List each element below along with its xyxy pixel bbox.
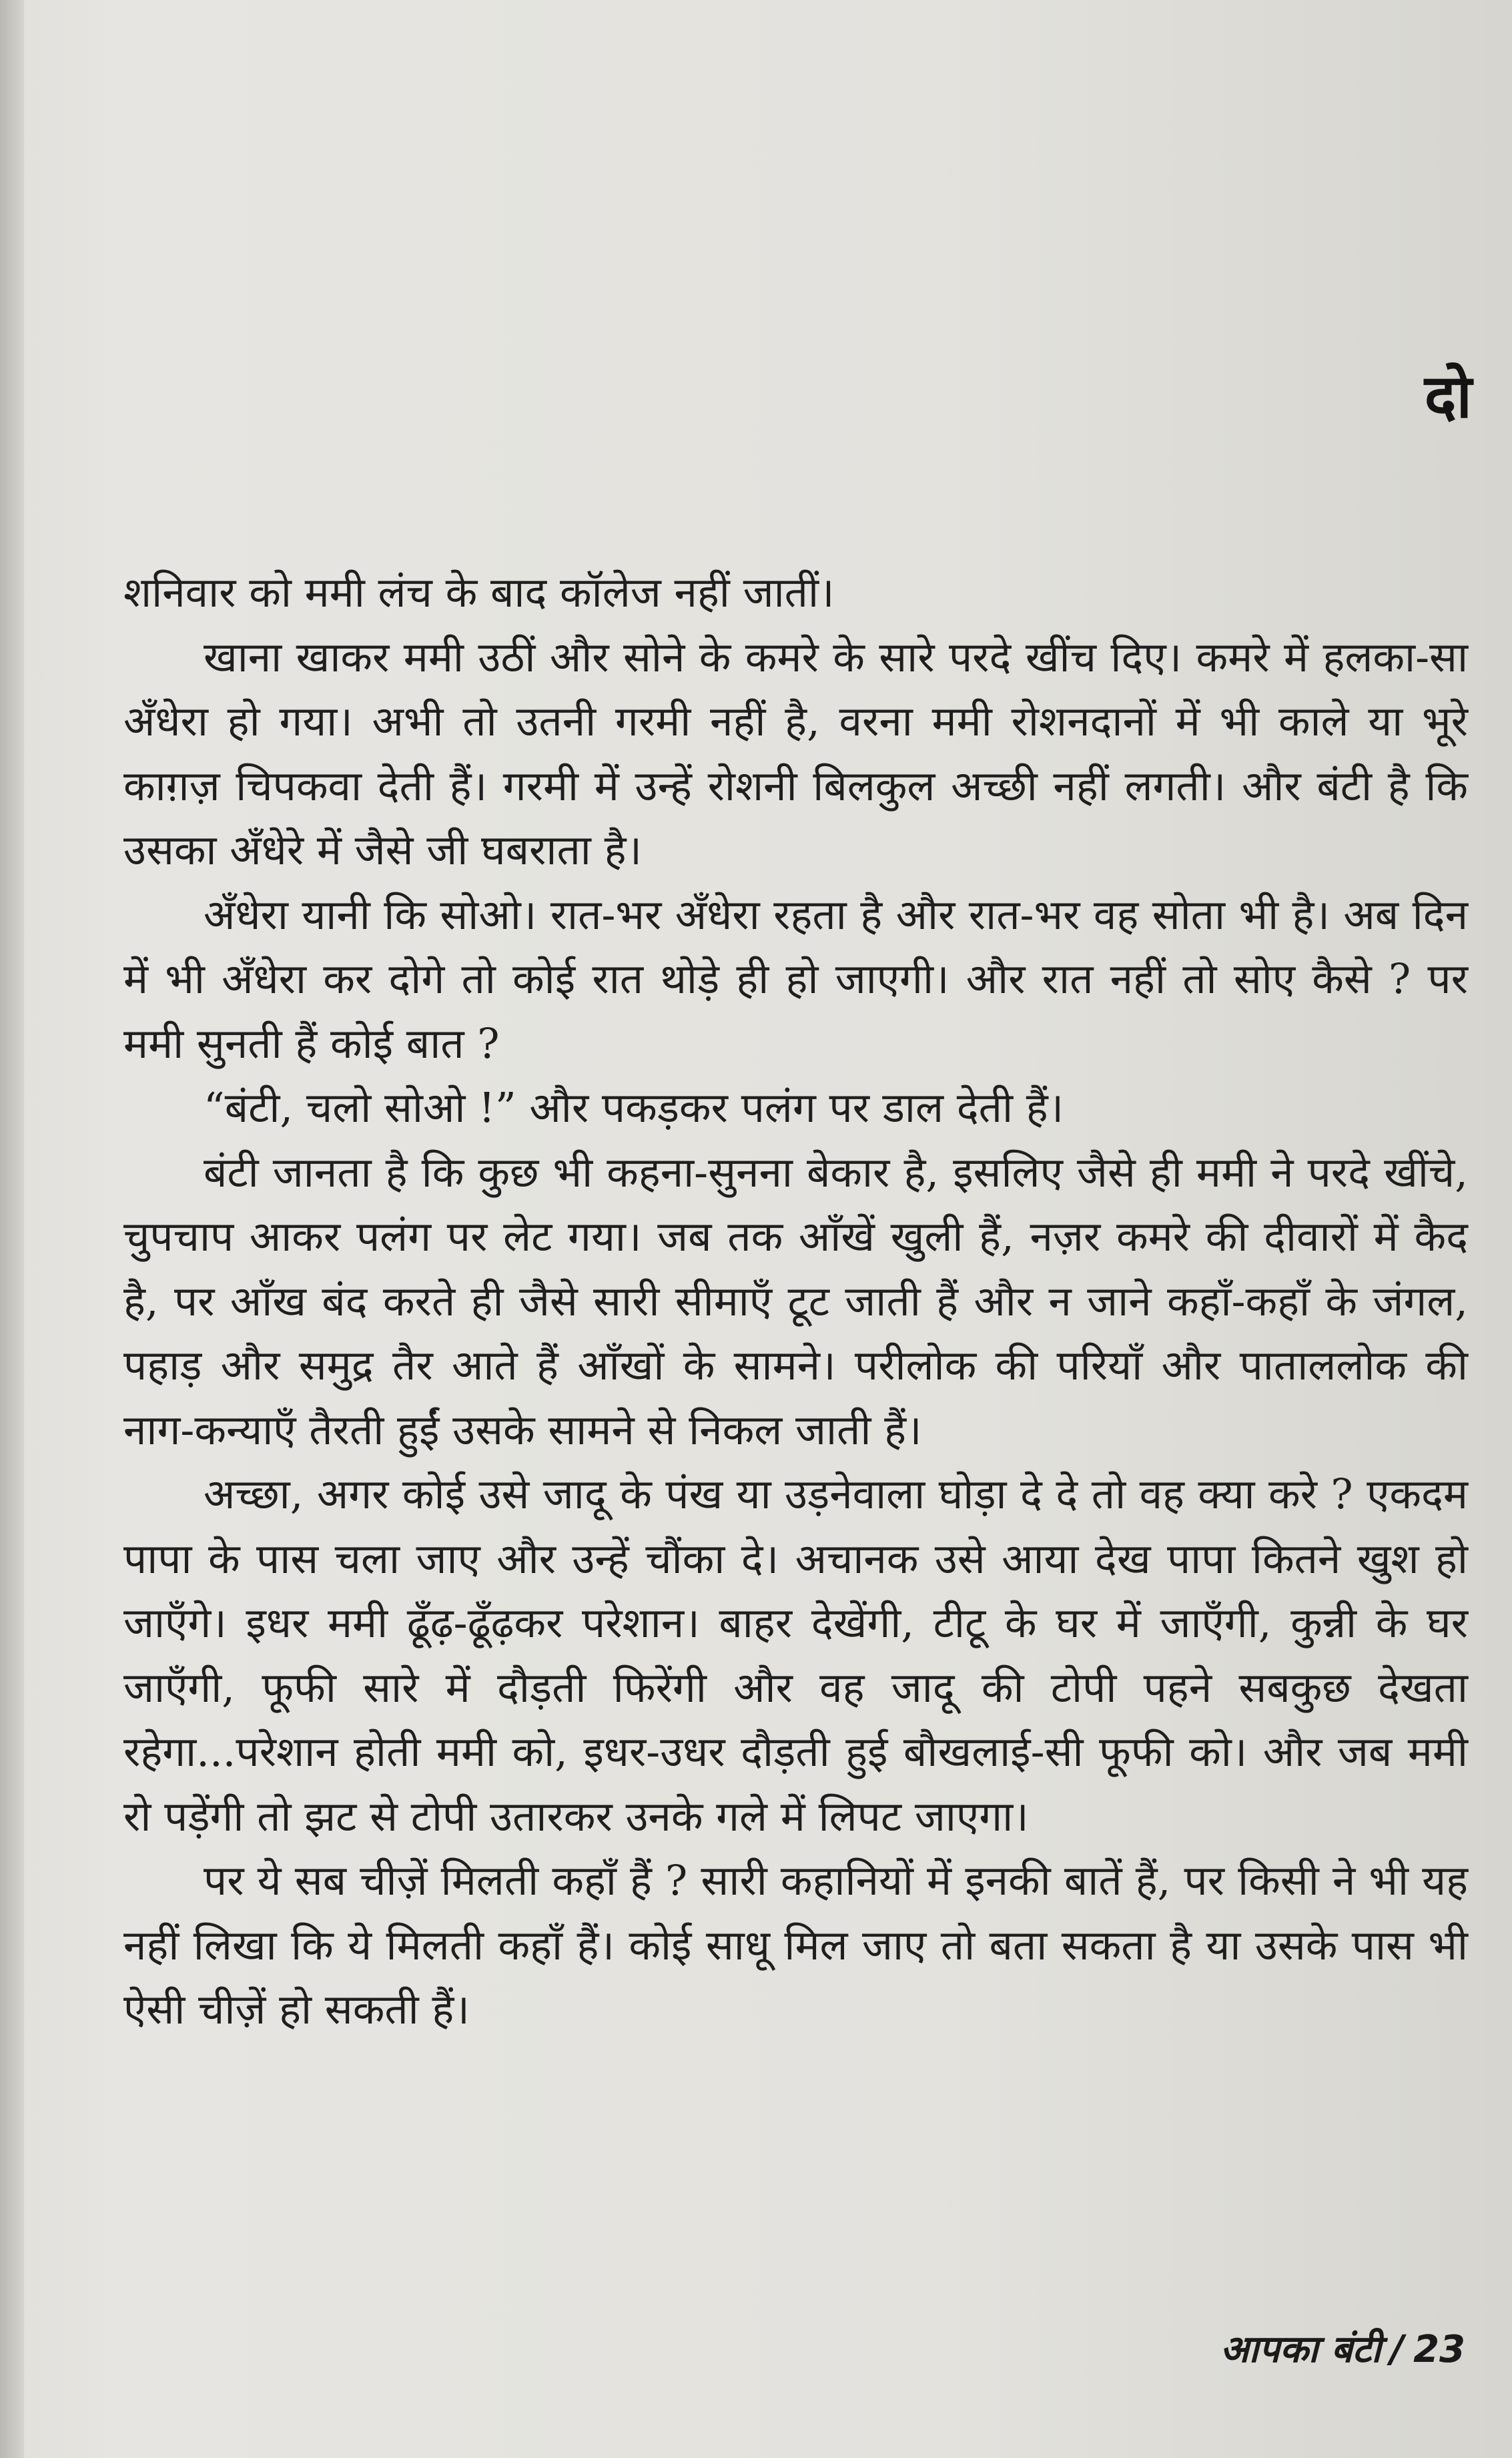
- book-spine-shadow: [0, 0, 24, 2458]
- footer-separator: /: [1390, 2328, 1405, 2371]
- paragraph: “बंटी, चलो सोओ !” और पकड़कर पलंग पर डाल देती हैं।: [204, 1083, 1064, 1132]
- paragraph: शनिवार को ममी लंच के बाद कॉलेज नहीं जातीं।: [123, 568, 835, 617]
- chapter-body: [123, 561, 1468, 2042]
- paragraph: खाना खाकर ममी उठीं और सोने के कमरे के सारे परदे खींच दिए। कमरे में हलका-सा अँधेरा हो गया। अभी तो उतनी गरमी नहीं है, वरना ममी रोशनदानों में भी काले या भूरे काग़ज़ चिपकवा देती हैं। गरमी में उन्हें रोशनी बिलकुल अच्छी नहीं लगती। और बंटी है कि उसका अँधेरे में जैसे जी घबराता है।: [123, 632, 1468, 874]
- paragraph: अँधेरा यानी कि सोओ। रात-भर अँधेरा रहता है और रात-भर वह सोता भी है। अब दिन में भी अँधेरा कर दोगे तो कोई रात थोड़े ही हो जाएगी। और रात नहीं तो सोए कैसे ? पर ममी सुनती हैं कोई बात ?: [123, 890, 1468, 1068]
- show-through-text: [127, 60, 1481, 533]
- page-footer: [1220, 2323, 1465, 2373]
- chapter-title: दो: [1424, 362, 1472, 432]
- paragraph: अच्छा, अगर कोई उसे जादू के पंख या उड़नेवाला घोड़ा दे दे तो वह क्या करे ? एकदम पापा के पास चला जाए और उन्हें चौंका दे। अचानक उसे आया देख पापा कितने खुश हो जाएँगे। इधर ममी ढूँढ़-ढूँढ़कर परेशान। बाहर देखेंगी, टीटू के घर में जाएँगी, कुन्नी के घर जाएँगी, फूफी सारे में दौड़ती फिरेंगी और वह जादू की टोपी पहने सबकुछ देखता रहेगा...परेशान होती ममी को, इधर-उधर दौड़ती हुई बौखलाई-सी फूफी को। और जब ममी रो पड़ेंगी तो झट से टोपी उतारकर उनके गले में लिपट जाएगा।: [123, 1470, 1468, 1841]
- page-number: 23: [1413, 2328, 1465, 2371]
- paragraph: पर ये सब चीज़ें मिलती कहाँ हैं ? सारी कहानियों में इनकी बातें हैं, पर किसी ने भी यह नहीं लिखा कि ये मिलती कहाँ हैं। कोई साधू मिल जाए तो बता सकता है या उसके पास भी ऐसी चीज़ें हो सकती हैं।: [123, 1856, 1468, 2034]
- paragraph: बंटी जानता है कि कुछ भी कहना-सुनना बेकार है, इसलिए जैसे ही ममी ने परदे खींचे, चुपचाप आकर पलंग पर लेट गया। जब तक आँखें खुली हैं, नज़र कमरे की दीवारों में कैद है, पर आँख बंद करते ही जैसे सारी सीमाएँ टूट जाती हैं और न जाने कहाँ-कहाँ के जंगल, पहाड़ और समुद्र तैर आते हैं आँखों के सामने। परीलोक की परियाँ और पाताललोक की नाग-कन्याएँ तैरती हुईं उसके सामने से निकल जाती हैं।: [123, 1147, 1468, 1454]
- book-title: आपका बंटी: [1220, 2328, 1381, 2371]
